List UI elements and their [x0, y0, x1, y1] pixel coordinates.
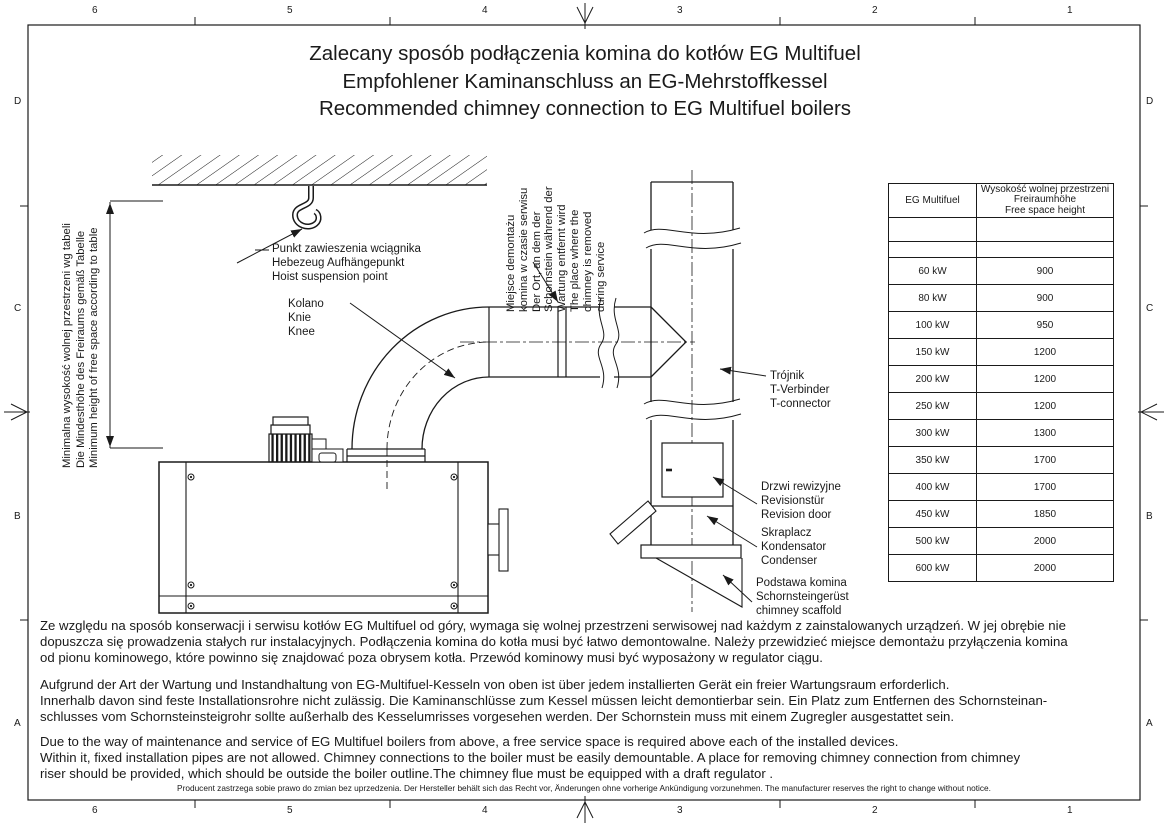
paragraph-de: [40, 677, 1047, 725]
paragraph-pl-line: dopuszcza się prowadzenia stałych rur instalacyjnych. Podłączenia komina do kotła musi być łatwo demontowalne. Należy przewidzieć miejsce demontażu przyłączenia komina: [40, 634, 1068, 649]
chimney-base-label: [756, 576, 849, 618]
chimney-break-marks: [644, 228, 741, 419]
border-col-3-top: 3: [677, 5, 683, 16]
table-row: [889, 393, 1114, 420]
border-row-a-left: A: [14, 718, 21, 729]
paragraph-pl-line: od pionu kominowego, które powinno się znajdować poza obrysem kotła. Przewód kominowy musi być wyposażony w regulator ciągu.: [40, 650, 823, 665]
paragraph-en-line: Within it, fixed installation pipes are not allowed. Chimney connections to the boiler must be easily demountable. A place for removing chimney connection from chimney: [40, 750, 1021, 765]
revision-door: [662, 443, 723, 497]
elbow-leader: [350, 303, 455, 378]
hoist-point-en: Hoist suspension point: [272, 271, 388, 283]
table-row: [889, 312, 1114, 339]
table-row: [889, 420, 1114, 447]
removal-place-line: Der Ort, an dem der: [530, 211, 543, 312]
power-cell: 500 kW: [889, 528, 977, 555]
table-empty-row: [889, 218, 1114, 242]
condensate-drain: [610, 501, 656, 544]
tee-de: T-Verbinder: [770, 384, 830, 396]
elbow-en: Knee: [288, 326, 315, 338]
height-cell: 1850: [977, 501, 1114, 528]
scaffold: [656, 558, 742, 607]
power-cell: 60 kW: [889, 258, 977, 285]
height-cell: 1700: [977, 474, 1114, 501]
border-col-5-bottom: 5: [287, 805, 293, 816]
burner-motor: [269, 417, 343, 462]
tee-pl: Trójnik: [770, 370, 805, 382]
border-row-a-right: A: [1146, 718, 1153, 729]
condenser-label: [761, 526, 826, 568]
border-col-4-bottom: 4: [482, 805, 488, 816]
disclaimer-note: Producent zastrzega sobie prawo do zmian bez uprzedzenia. Der Hersteller behält sich das Recht vor, Änderungen ohne vorherige Ankündigung vorzunehmen. The manufacturer reserves the right to change without notice.: [177, 783, 991, 793]
table-row: [889, 285, 1114, 312]
border-row-b-right: B: [1146, 511, 1153, 522]
chimney-base: [641, 545, 741, 558]
title-en: Recommended chimney connection to EG Multifuel boilers: [318, 97, 852, 120]
height-header-en: Free space height: [1004, 204, 1086, 216]
border-row-c-left: C: [14, 303, 22, 314]
table-empty-row: [889, 242, 1114, 258]
height-cell: 900: [977, 258, 1114, 285]
power-cell: 600 kW: [889, 555, 977, 582]
table-row: [889, 555, 1114, 582]
table-row: [889, 528, 1114, 555]
power-cell: 250 kW: [889, 393, 977, 420]
removal-place-line: chimney is removed: [581, 211, 594, 312]
removal-place-line: Wartung entfernt wird: [556, 204, 569, 312]
table-row: [889, 339, 1114, 366]
border-col-6-bottom: 6: [92, 805, 98, 816]
paragraph-de-line: schlusses vom Schornsteinsteigrohr sollte außerhalb des Kesselumrisses vorgesehen werden. Der Schornstein muss mit einem Zugregler ausgestattet sein.: [40, 709, 955, 724]
revision-door-en: Revision door: [761, 509, 832, 521]
chimney-base-pl: Podstawa komina: [756, 577, 847, 589]
min-height-label-de: Die Mindesthöhe des Freiraums gemäß Tabelle: [74, 230, 87, 468]
table-row: [889, 447, 1114, 474]
power-cell: 200 kW: [889, 366, 977, 393]
removal-place-label: [505, 186, 607, 312]
border-col-2-bottom: 2: [872, 805, 878, 816]
height-cell: 2000: [977, 555, 1114, 582]
border-col-3-bottom: 3: [677, 805, 683, 816]
removal-place-line: during service: [594, 241, 607, 312]
min-height-label-en: Minimum height of free space according to table: [88, 227, 100, 468]
elbow-pl: Kolano: [288, 298, 324, 310]
border-col-1-bottom: 1: [1067, 805, 1073, 816]
removal-place-line: Miejsce demontażu: [505, 214, 517, 312]
border-col-2-top: 2: [872, 5, 878, 16]
border-row-d-right: D: [1146, 96, 1154, 107]
table-row: [889, 366, 1114, 393]
condenser-pl: Skraplacz: [761, 527, 812, 539]
border-col-4-top: 4: [482, 5, 488, 16]
power-cell: 350 kW: [889, 447, 977, 474]
hoist-point-pl: Punkt zawieszenia wciągnika: [272, 243, 421, 255]
ceiling-hatch: [152, 155, 487, 185]
boiler: [159, 462, 508, 613]
removal-place-line: komina w czasie serwisu: [517, 187, 530, 312]
min-height-label-pl: Minimalna wysokość wolnej przestrzeni wg tabeli: [61, 223, 73, 468]
removal-place-line: Schornstein während der: [543, 186, 556, 312]
border-col-5-top: 5: [287, 5, 293, 16]
condenser-leader: [707, 516, 757, 547]
paragraph-pl-line: Ze względu na sposób konserwacji i serwisu kotłów EG Multifuel od góry, wymaga się wolnej przestrzeni serwisowej nad każdym z zainstalowanych urządzeń. W jej obrębie nie: [40, 618, 1066, 633]
tee-en: T-connector: [770, 398, 831, 410]
base-leader: [723, 575, 752, 602]
min-height-label: [61, 223, 102, 468]
height-cell: 1700: [977, 447, 1114, 474]
border-row-d-left: D: [14, 96, 22, 107]
power-cell: 300 kW: [889, 420, 977, 447]
height-header-de: Freiraumhöhe: [1013, 194, 1077, 206]
hoist-point-de: Hebezeug Aufhängepunkt: [272, 257, 405, 269]
boiler-side-flange: [488, 509, 508, 571]
power-cell: 100 kW: [889, 312, 977, 339]
height-cell: 1200: [977, 366, 1114, 393]
height-cell: 1300: [977, 420, 1114, 447]
title-de: Empfohlener Kaminanschluss an EG-Mehrstoffkessel: [342, 69, 828, 93]
height-cell: 1200: [977, 393, 1114, 420]
free-space-table: [888, 183, 1114, 582]
border-col-1-top: 1: [1067, 5, 1073, 16]
revision-door-de: Revisionstür: [761, 495, 825, 507]
power-cell: 400 kW: [889, 474, 977, 501]
table-row: [889, 258, 1114, 285]
paragraph-de-line: Innerhalb davon sind feste Installationsrohre nicht zulässig. Die Kaminanschlüsse zum Kessel müssen leicht demontierbar sein. Ein Platz zum Entfernen des Schornsteinan-: [40, 693, 1048, 708]
elbow-label: [288, 297, 324, 339]
chimney-base-en: chimney scaffold: [756, 605, 842, 617]
paragraph-en-line: riser should be provided, which should be outside the boiler outline.The chimney flue must be equipped with a draft regulator .: [40, 766, 774, 781]
tee-leader: [720, 369, 766, 376]
height-header-cell: [977, 184, 1114, 218]
removal-place-line: The place where the: [568, 209, 581, 312]
height-cell: 900: [977, 285, 1114, 312]
height-header-pl: Wysokość wolnej przestrzeni: [980, 183, 1110, 195]
power-cell: 80 kW: [889, 285, 977, 312]
condenser-de: Kondensator: [761, 541, 827, 553]
condenser-en: Condenser: [761, 555, 818, 567]
table-row: [889, 501, 1114, 528]
height-cell: 1200: [977, 339, 1114, 366]
paragraph-en: [40, 734, 1020, 782]
height-cell: 950: [977, 312, 1114, 339]
paragraph-pl: [40, 618, 1068, 666]
power-cell: 450 kW: [889, 501, 977, 528]
table-row: [889, 474, 1114, 501]
title-pl: Zalecany sposób podłączenia komina do kotłów EG Multifuel: [309, 42, 861, 65]
height-cell: 2000: [977, 528, 1114, 555]
dimension-line: [110, 201, 163, 448]
elbow-de: Knie: [288, 312, 312, 324]
revision-door-pl: Drzwi rewizyjne: [761, 481, 841, 493]
hoist-hook: [295, 186, 319, 227]
border-row-b-left: B: [14, 511, 21, 522]
paragraph-en-line: Due to the way of maintenance and service of EG Multifuel boilers from above, a free service space is required above each of the installed devices.: [40, 734, 899, 749]
border-row-c-right: C: [1146, 303, 1154, 314]
hoist-point-label: [272, 242, 421, 284]
tee-label: [770, 369, 831, 411]
table-header-row: [889, 184, 1114, 218]
revision-door-label: [761, 480, 841, 522]
border-col-6-top: 6: [92, 5, 98, 16]
paragraph-de-line: Aufgrund der Art der Wartung und Instandhaltung von EG-Multifuel-Kesseln von oben ist über jedem installierten Gerät ein freier Wartungsraum erforderlich.: [40, 677, 950, 692]
page-title: [90, 40, 1080, 123]
product-header-cell: EG Multifuel: [889, 184, 977, 218]
chimney-base-de: Schornsteingerüst: [756, 591, 849, 603]
power-cell: 150 kW: [889, 339, 977, 366]
